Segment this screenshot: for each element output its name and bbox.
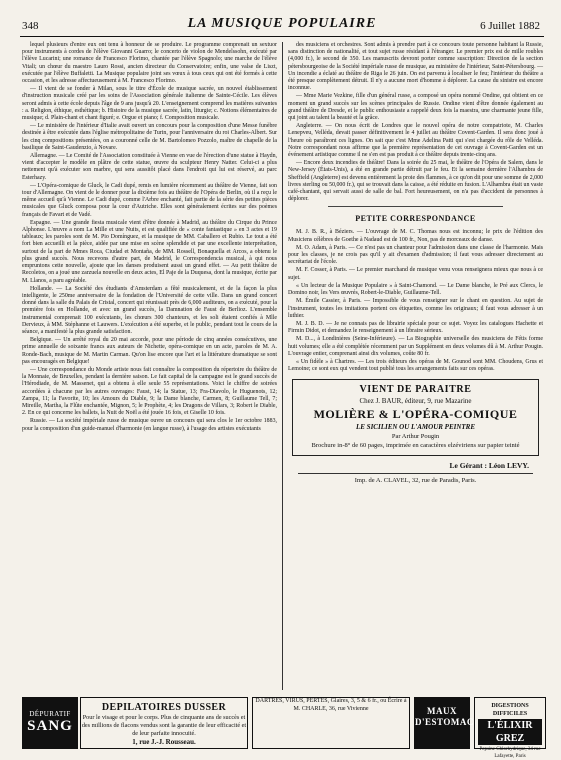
- correspondance-heading: PETITE CORRESPONDANCE: [355, 214, 476, 224]
- depuratif-label: DÉPURATIF: [29, 710, 71, 718]
- advert-book-title: MOLIÈRE & L'OPÉRA-COMIQUE: [313, 407, 518, 422]
- article-paragraph: Espagne. — Une grande fiesta musicale vient d'être donnée à Madrid, au théâtre du Cirque du Prince Alphonse. L'œuvre a nom La Mille et une Nuits, et est qualifiée de « conte fantastique » en 3 actes et 19 tableaux; les paroles sont de M. Pio Domínguez, et la musique de MM. Caballero et Rubio. Le tout a été fort bien accueilli et la pièce, aidée par une mise en scène splendide et par une excellente interprétation, surtout de la part de Mmes Roca, Ciudad et Montaña, de MM. Rossell, Bonaquella et Arcos, a obtenu le plus grand succès. Nous recevons d'autre part, de Madrid, le Correspondencia musical, à qui nous empruntons cette nouvelle, ajoute que les danses produisent aussi un grand effet. — Au petit théâtre de Recoletos, on a joué une zarzuela nouvelle en deux actes, El Paje de la Duquesa, dont la musique, écrite par M. Llanos, a paru agréable.: [22, 219, 277, 284]
- elixir-advert: [474, 697, 546, 759]
- right-column: [288, 42, 543, 690]
- gerant-line: Le Gérant : Léon LEVY.: [449, 461, 529, 471]
- column-divider: [282, 42, 283, 690]
- article-paragraph: Allemagne. — Le Comité de l'Association constituée à Vienne en vue de l'érection d'une statue à Haydn, vient d'accepter le modèle en plâtre de cette statue, œuvre du sculpteur Henry Natter. Celui-ci a plus nettement qu'à exécuter son marbre, qui sera aussitôt placé dans l'endroit qui lui est réservé, au parc Esterhazy.: [22, 153, 277, 181]
- article-paragraph: des musiciens et orchestres. Sont admis à prendre part à ce concours toute personne habitant la Russie, sans distinction de nationalité, et tout sujet russe résidant à l'étranger. Le premier prix est de mille roubles (4,000 fr.), le second de 350. Les manuscrits devront porter comme suscription: Direction de la section pétersbourgeoise de la Société impériale russe de musique, au ministère de l'intérieur, Saint-Pétersbourg. — Un incendie a éclaté au théâtre de Riga le 26 juin. On est parvenu à localiser le feu; l'intérieur du théâtre a été presque complètement détruit. Il n'y a aucune mort d'homme à déplorer. La cause du sinistre est encore inconnue.: [288, 42, 543, 92]
- page-number: 348: [22, 20, 39, 32]
- correspondance-item: M. D..., à Londinières (Seine-Inférieure). — La Biographie universelle des musiciens de Fétis forme huit volumes; elle a été complétée récemment par un Supplément en deux volumes dû à M. Arthur Pougin. L'ouvrage entier, comprenant ainsi dix volumes, coûte 80 fr.: [288, 336, 543, 357]
- article-paragraph: — L'Opéra-comique de Gluck, le Cadi dupé, remis en lumière récemment au théâtre de Vienne, fait son tour d'Allemagne. On vient de le donner pour la dixième fois au théâtre de l'Opéra de Berlin, où il a reçu le même accueil qu'à Vienne. Le Cadi dupé, comme l'Arbre enchanté, fait partie de la série des petites pièces musicales que Gluck composa pour la cour d'Autriche. Elles sont généralement écrites sur des poèmes français de Favart et de Vadé.: [22, 182, 277, 218]
- advert-subtitle: LE SICILIEN OU L'AMOUR PEINTRE: [355, 423, 476, 432]
- printer-imprint: Imp. de A. CLAVEL, 32, rue de Paradis, Paris.: [298, 473, 533, 484]
- article-paragraph: — Il vient de se fonder à Milan, sous le titre d'École de musique sacrée, un nouvel établissement d'instruction musicale créé par les soins de l'Association générale italienne de Sainte-Cécile. Les élèves seront admis à cette école depuis l'âge de 9 ans jusqu'à 20. L'enseignement comprend les matières suivantes : a. Religion, éthique, esthétique; b. Histoire de la musique sacrée, latin, liturgie; c. Notions élémentaires de musique; d. Plain-chant et chant figuré; e. Orgue et piano; f. Composition musicale.: [22, 86, 277, 122]
- advert-publisher: Chez J. BAUR, éditeur, 9, rue Mazarine: [359, 397, 472, 406]
- advert-headline: VIENT DE PARAITRE: [359, 384, 472, 396]
- correspondance-item: M. F. Cosser, à Paris. — Le premier marchand de musique venu vous renseignera mieux que nous à ce sujet.: [288, 267, 543, 281]
- header-rule: [20, 36, 544, 37]
- dartres-advert: [252, 697, 410, 749]
- correspondance-item: M. J. B. D. — Je ne connais pas de librairie spéciale pour ce sujet. Voyez les catalogues Hachette et Firmin Didot, et demandez le renseignement à un libraire sérieux.: [288, 320, 543, 335]
- page-header: [22, 14, 542, 38]
- left-column: [22, 42, 277, 690]
- bottom-advertisements: [22, 697, 546, 759]
- depilatoires-advert: [80, 697, 248, 749]
- maux-estomac-advert: [414, 697, 474, 749]
- dartres-body: DARTRES, VIRUS, PERTES, Glaires, 3, 5 & 6 fr., ou Écrire à M. CHARLE, 36, rue Vivienne: [255, 698, 407, 712]
- publication-advert: [292, 379, 539, 456]
- depilatoires-address: 1, rue J.-J. Rousseau.: [132, 738, 196, 746]
- article-paragraph: lequel plusieurs d'entre eux ont tenu à honneur de se produire. Le programme comprenait un sextuor pour instruments à cordes de l'élève Giovanni Guarro; le concerto de violon de Mendelssohn, exécuté par l'élève Lucarini; une romance de Francesco Florimo, chantée par l'élève Spagnolo; une marche de l'élève Vitali; un chœur du maestro Lauro Rossi, ancien directeur du Conservatoire; enfin, une valse de Liszt, exécutée par l'élève Buffaletti. La Musique populaire joint ses vœux à tous ceux qui ont été formés à cette occasion, et les adresse affectueusement à M. Francesco Florimo.: [22, 42, 277, 85]
- elixir-headline: DIGESTIONS DIFFICILES: [491, 703, 529, 717]
- correspondance-item: M. O. Adam, à Paris. — Ce n'est pas un chanteur pour l'admission dans une classe de l'harmonie. Mais pour les classes, je ne crois pas qu'il y ait d'examen d'admission; il faut vous adresser directement au secrétariat de l'école.: [288, 244, 543, 266]
- article-paragraph: Angleterre. — On nous écrit de Londres que le nouvel opéra de notre compatriote, M. Charles Lenepveu, Velléda, devait passer définitivement le 4 juillet au théâtre Covent-Garden. Il sera donc joué à l'heure où paraîtront ces lignes. On sait que c'est Mme Adelina Patti qui s'est chargée du rôle de Velléda. Notre correspondant nous affirme que la première représentation de cet ouvrage à Covent-Garden est un événement artistique comme il ne s'en est pas produit à ce théâtre depuis trente-cinq ans.: [288, 123, 543, 159]
- correspondance-item: « Un fidèle » à Chartres. — Les trois éditeurs des opéras de M. Gounod sont MM. Choudens, Grus et Lemoine; ce sont eux qui vendent tout publié tous les arrangements faits sur ces opéras.: [288, 358, 543, 373]
- article-paragraph: — Encore deux incendies de théâtre! Dans la soirée du 25 mai, le théâtre de l'Opéra de Salem, dans le New-Jersey (États-Unis), a été en grande partie détruit par le feu. Et la semaine dernière l'Alhambra de Sheffield (Angleterre) est devenu entièrement la proie des flammes, à ce qu'on dit pour une somme de 2,000 livres sterling ou 50,000 fr.), qui se trouvait dans la caisse, a été réduite en fusion. L'Alhambra était un vaste café-chantant, qui servait aussi de salle de bal. Fort heureusement, on n'a pas d'accident de personnes à déplorer.: [288, 160, 543, 203]
- advert-description: Brochure in-8° de 60 pages, imprimée en caractères elzéviriens sur papier teinté: [311, 442, 520, 450]
- article-paragraph: — Le ministère de l'intérieur d'Italie avait ouvert un concours pour la composition d'une Messe funèbre destinée à être exécutée dans l'église métropolitaine de Turin, pour l'anniversaire du roi Charles-Albert. Sur les cinq compositions présentées, on a couronné celle de M. Bartolomeo Pozzolo, maître de chapelle de la basilique de Saint-Gaudenzio, à Novare.: [22, 123, 277, 151]
- depilatoires-body: Pour le visage et pour le corps. Plus de cinquante ans de succès et des millions de flacons vendus sont la garantie de leur efficacité et de leur parfaite innocuité.: [81, 714, 247, 737]
- depilatoires-title: DEPILATOIRES DUSSER: [101, 702, 227, 713]
- correspondance-item: « Un lecteur de la Musique Populaire » à Saint-Chamond. — Le Dame blanche, le Pré aux Clercs, le Domino noir, les Vers œuvrés, Robert-le-Diable, Guillaume-Tell.: [288, 282, 543, 297]
- elixir-detail: Pepsine Chlorhydrique, 34 rue Lafayette, Paris: [479, 747, 541, 759]
- article-paragraph: — Une correspondance du Monde artiste nous fait connaître la composition du répertoire du théâtre de la Monnaie, de Bruxelles, pendant la dernière saison. Le fait capital de la campagne est le grand succès de l'Hérodiade, de M. Massenet, qui a obtenu à elle seule 55 représentations. Voici le chiffre de soirées accordées à chacune par les autres ouvrages: Faust, 14; la Statue, 13; Fra-Diavolo, le Huguenots, 12; Zampa, 11; la Favorite, 10; les Amours du Diable, 9; la Dame blanche, Carmen, 8; Guillaume Tell, 7; Mireille, Martha, la Flûte enchantée, Mignon, 5; le Prophète, 4; les Dragons de Villars, 3; Robert le Diable, 2. En ce qui concerne les ballets, la Nuit de Noël a été jouée 16 fois, et Giselle 10 fois.: [22, 366, 277, 417]
- advert-author: Par Arthur Pougin: [391, 433, 440, 441]
- elixir-name: L'ÉLIXIR GREZ: [478, 719, 542, 745]
- article-paragraph: Hollande. — La Société des étudiants d'Amsterdam a fêté musicalement, et de la façon la plus intelligente, le 250me anniversaire de la fondation de l'Université de cette ville. Dans un grand concert donné dans la salle du Palais de Cristal, concert qui réunissait près de 6,000 auditeurs, on a exécuté, pour la première fois en Hollande, et avec un grand succès, la Damnation de Faust de Berlioz. L'ensemble instrumental comprenait 100 exécutants, les chœurs 300 chanteurs, et les soli étaient confiés à Mlle Dervieux, à MM. Stéphanne et Lauwers. L'exécution a été superbe, et le public, pendant tout le cours de la séance, a manifesté la plus grande satisfaction.: [22, 285, 277, 335]
- maux-estomac-title: MAUX D'ESTOMAC: [415, 706, 474, 727]
- depuratif-advert: [22, 697, 78, 749]
- article-paragraph: — Mme Marie Vezkine, fille d'un général russe, a composé un opéra nommé Ondine, qui obtient en ce moment un grand succès sur les scènes principales de Russie. Ondine vient d'être donnée également au grand théâtre de Dresde, et le public enthousiaste a rappelé deux fois la maestra, une charmante jeune fille, qui joint au talent la beauté et la grâce.: [288, 93, 543, 122]
- newspaper-title: LA MUSIQUE POPULAIRE: [187, 16, 377, 31]
- section-rule: [328, 206, 503, 207]
- correspondance-item: M. Émile Cassier, à Paris. — Impossible de vous renseigner sur le chant en question. Au sujet de l'instrument, toutes les imitations portent ces étiquettes, comme les originaux; il faut vous adresser à un luthier.: [288, 298, 543, 319]
- article-paragraph: Belgique. — Un arrêté royal du 20 mai accorde, pour une période de cinq années consécutives, une prime annuelle de soixante francs aux auteurs de Nichette, opéra-comique en un acte, paroles de M. A. Ronde-Bach, musique de M. Martin Carman. Qu'on lise encore que l'art et la littérature dramatique se sont pas encouragés en Belgique!: [22, 337, 277, 365]
- sang-label: SANG: [27, 718, 73, 734]
- article-paragraph: Russie. — La société impériale russe de musique ouvre un concours qui sera clos le 1er octobre 1883, pour la composition d'un guide-manuel d'harmonie (en langue russe), à l'usage des artistes exécutants: [22, 418, 277, 432]
- correspondance-item: M. J. B. R., à Béziers. — L'ouvrage de M. C. Thomas nous est inconnu; le prix de l'édition des Musiciens célèbres de Goethe à Nadaud est de 100 fr., Non, pas de morceaux de danse.: [288, 229, 543, 243]
- issue-date: 6 Juillet 1882: [480, 20, 540, 32]
